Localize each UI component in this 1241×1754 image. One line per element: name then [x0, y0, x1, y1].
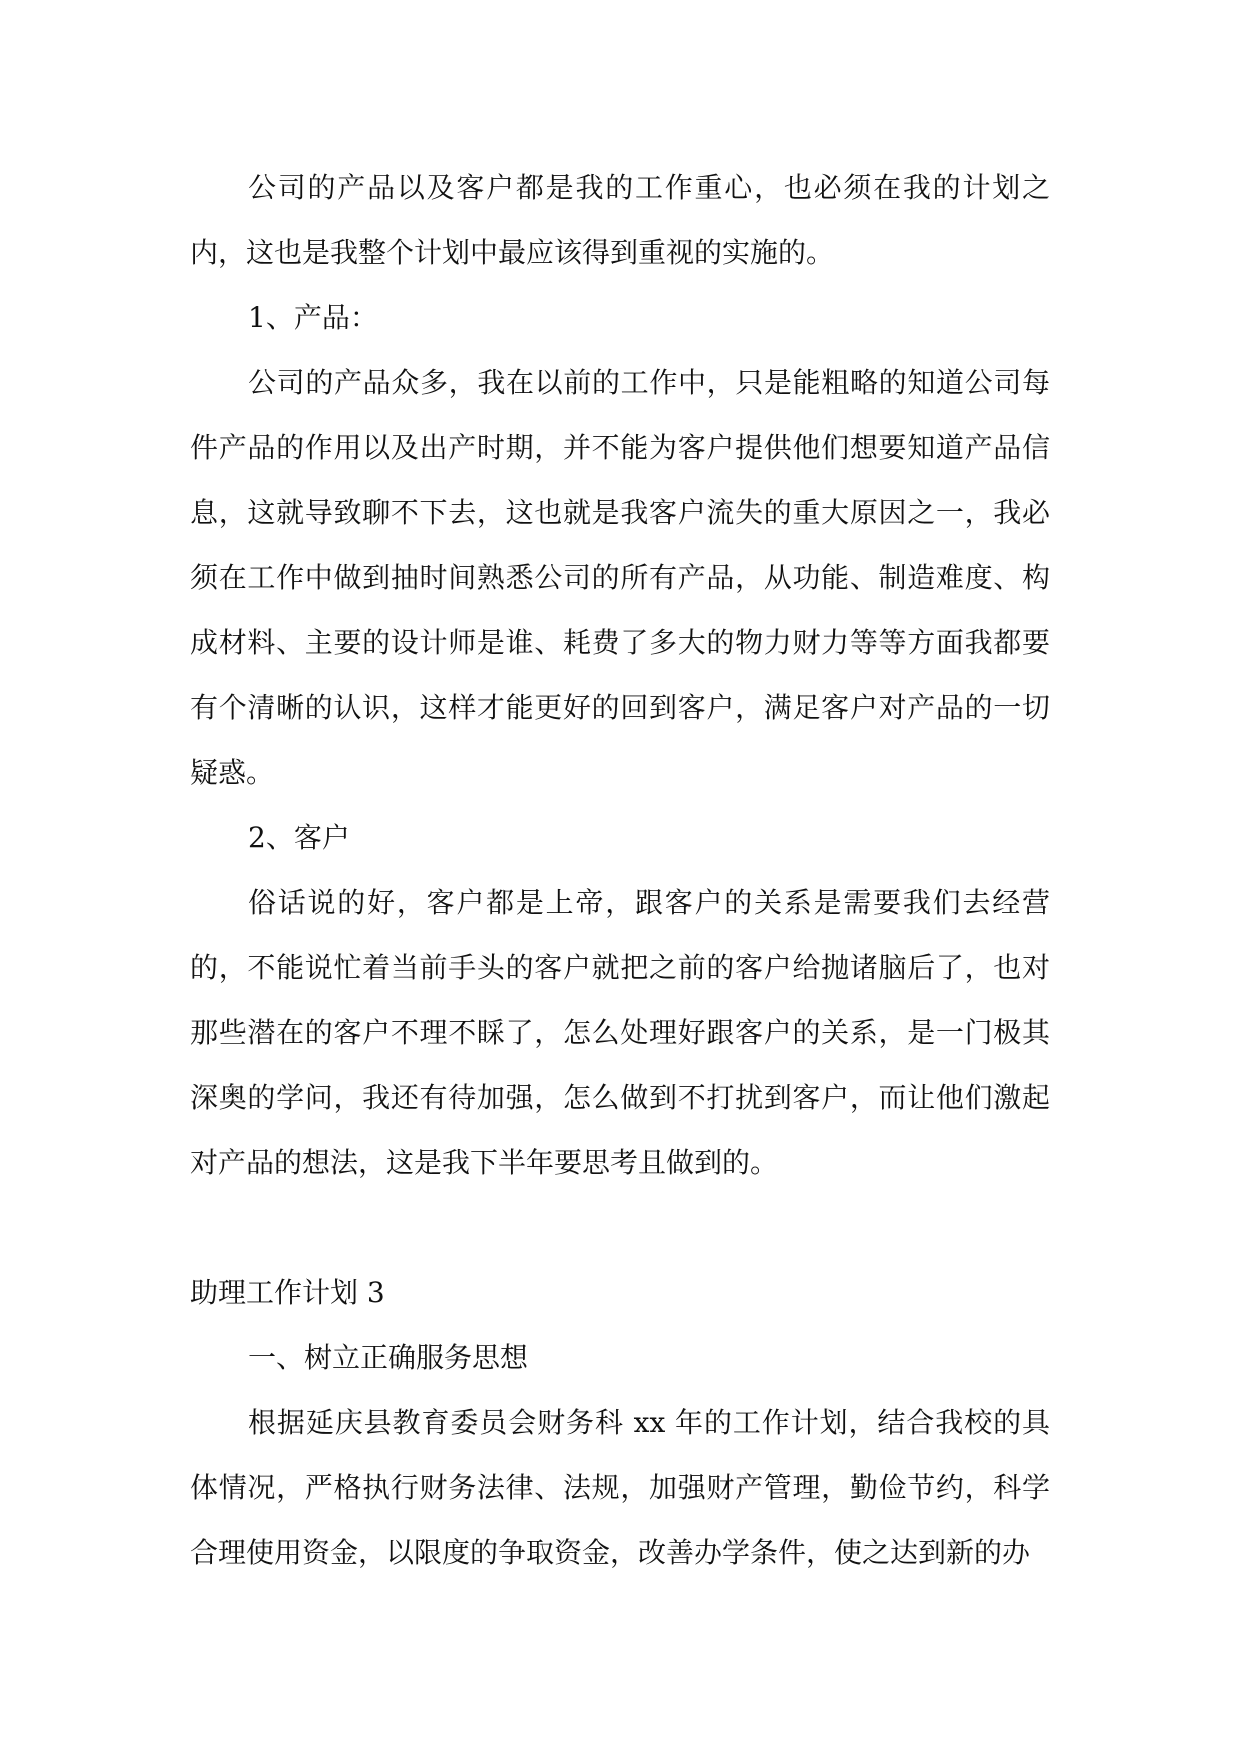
paragraph-customers: 俗话说的好，客户都是上帝，跟客户的关系是需要我们去经营的，不能说忙着当前手头的客户就把之前的客户给抛诸脑后了，也对那些潜在的客户不理不睬了，怎么处理好跟客户的关系，是一门极其深奥的学问，我还有待加强，怎么做到不打扰到客户，而让他们激起对产品的想法，这是我下半年要思考且做到的。 — [190, 886, 1050, 1179]
section-title: 助理工作计划 3 — [190, 1276, 385, 1309]
paragraph-intro: 公司的产品以及客户都是我的工作重心，也必须在我的计划之内，这也是我整个计划中最应该得到重视的实施的。 — [190, 171, 1050, 269]
subheading-customers: 2、客户 — [248, 821, 350, 854]
section-spacer — [190, 1195, 1050, 1260]
subheading-products: 1、产品： — [248, 301, 378, 334]
paragraph-products: 公司的产品众多，我在以前的工作中，只是能粗略的知道公司每件产品的作用以及出产时期，并不能为客户提供他们想要知道产品信息，这就导致聊不下去，这也就是我客户流失的重大原因之一，我必须在工作中做到抽时间熟悉公司的所有产品，从功能、制造难度、构成材料、主要的设计师是谁、耗费了多大的物力财力等等方面我都要有个清晰的认识，这样才能更好的回到客户，满足客户对产品的一切疑惑。 — [190, 366, 1050, 789]
subheading-service-thinking: 一、树立正确服务思想 — [248, 1341, 529, 1374]
document-body — [190, 155, 1050, 1585]
paragraph-finance-plan: 根据延庆县教育委员会财务科 xx 年的工作计划，结合我校的具体情况，严格执行财务法律、法规，加强财产管理，勤俭节约，科学合理使用资金，以限度的争取资金，改善办学条件，使之达到新的办 — [190, 1406, 1050, 1569]
